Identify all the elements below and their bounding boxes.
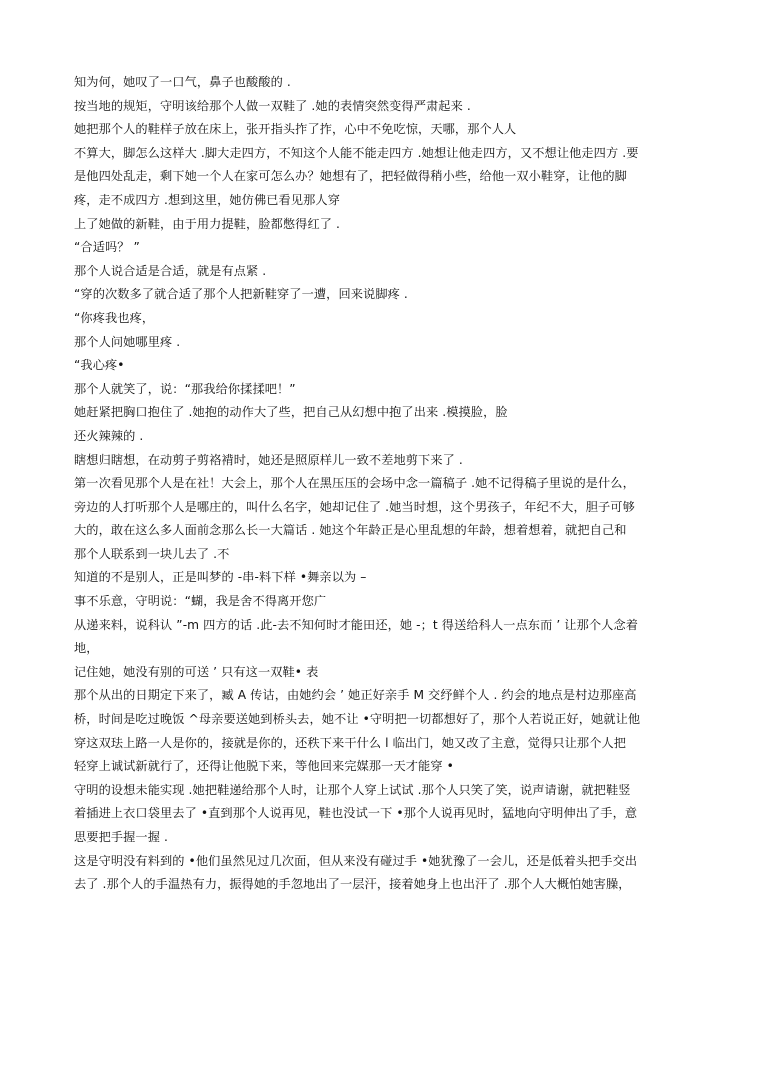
text-line: 守明的设想未能实现 .她把鞋递给那个人时，让那个人穿上试试 .那个人只笑了笑，说声请谢，就把鞋竖: [74, 782, 631, 797]
text-line: 那个人说合适是合适，就是有点紧 .: [74, 263, 267, 278]
text-line: “我心疼•: [74, 358, 125, 373]
text-line: 这是守明没有料到的 •他们虽然见过几次面，但从来没有碰过手 •她犹豫了一会儿，还是低着头把手交出: [74, 853, 638, 868]
text-line: “合适吗？ ”: [74, 240, 140, 255]
text-line: 事不乐意，守明说：“蝴，我是舍不得离开您广: [74, 594, 327, 609]
text-line: 轻穿上诚试新就行了，还得让他脱下来，等他回来完媒那一天才能穿 •: [74, 759, 454, 774]
text-line: 第一次看见那个人是在社！大会上，那个人在黑压压的会场中念一篇稿子 .她不记得稿子里说的是什么，: [74, 476, 635, 491]
text-line: 瞎想归瞎想，在动剪子剪袼褙时，她还是照原样儿一致不差地剪下来了 .: [74, 452, 463, 467]
text-line: 大的，敢在这么多人面前念那么长一大篇话 . 她这个年龄正是心里乱想的年龄，想着想着，就把自己和: [74, 523, 627, 538]
text-line: 那个人联系到一块儿去了 .不: [74, 546, 230, 561]
text-line: 她把那个人的鞋样子放在床上，张开指头拃了拃，心中不免吃惊，天哪，那个人人: [74, 122, 517, 137]
text-line: 那个人就笑了，说：“那我给你揉揉吧！”: [74, 381, 296, 396]
text-line: 知道的不是别人，正是叫梦的 -串-料下样 •舞亲以为 –: [74, 570, 367, 585]
text-line: 上了她做的新鞋，由于用力提鞋，脸都憋得红了 .: [74, 216, 340, 231]
text-line: 思要把手握一握 .: [74, 830, 168, 844]
text-line: 不算大，脚怎么这样大 .脚大走四方，不知这个人能不能走四方 .她想让他走四方，又不想让他走四方 .要: [74, 145, 639, 160]
text-line: 去了 .那个人的手温热有力，振得她的手忽地出了一层汗，接着她身上也出汗了 .那个人大概怕她害臊，: [74, 877, 631, 892]
text-line: “穿的次数多了就合适了那个人把新鞋穿了一遭，回来说脚疼 .: [74, 287, 408, 302]
document-body: [74, 71, 694, 897]
text-line: 地，: [74, 641, 99, 656]
text-line: 那个从出的日期定下来了，臧 A 传诂，由她约会 ’ 她正好亲手 M 交纾鲜个人 . 约会的地点是村边那座高: [74, 688, 637, 703]
text-line: 是他四处乱走，剩下她一个人在家可怎么办？她想有了，把轻做得稍小些，给他一双小鞋穿，让他的脚: [74, 169, 627, 184]
text-line: 她赶紧把胸口抱住了 .她抱的动作大了些，把自己从幻想中抱了出来 .模摸脸，脸: [74, 405, 508, 420]
text-line: 旁边的人打听那个人是哪庄的，叫什么名字，她却记住了 .她当时想，这个男孩子，年纪不大，胆子可够: [74, 499, 635, 514]
text-line: 着插进上衣口袋里去了 •直到那个人说再见，鞋也没试一下 •那个人说再见时，猛地向守明伸出了手，意: [74, 806, 638, 821]
text-line: 知为何，她叹了一口气，鼻子也酸酸的 .: [74, 75, 291, 89]
text-line: 穿这双珐上路一人是你的，接就是你的，还秩下来干什么 l 临出门，她又改了主意，觉得只让那个人把: [74, 735, 627, 750]
text-line: 还火辣辣的 .: [74, 428, 144, 443]
text-line: 从递来料，说科认 ”-m 四方的话 .此-去不知何时才能田还，她 -；t 得送给科人一点东而 ’ 让那个人念着: [74, 617, 639, 632]
text-line: 按当地的规矩，守明该给那个人做一双鞋了 .她的表情突然变得严肃起来 .: [74, 98, 471, 113]
text-line: “你疼我也疼，: [74, 310, 155, 325]
text-line: 记住她，她没有别的可送 ’ 只有这一双鞋• 表: [74, 664, 319, 679]
text-line: 桥，时间是吃过晚饭 ^母亲要送她到桥头去，她不让 •守明把一切都想好了，那个人若说正好，她就让他: [74, 712, 641, 727]
text-line: 疼，走不成四方 .想到这里，她仿佛已看见那人穿: [74, 192, 340, 207]
text-line: 那个人问她哪里疼 .: [74, 334, 181, 349]
